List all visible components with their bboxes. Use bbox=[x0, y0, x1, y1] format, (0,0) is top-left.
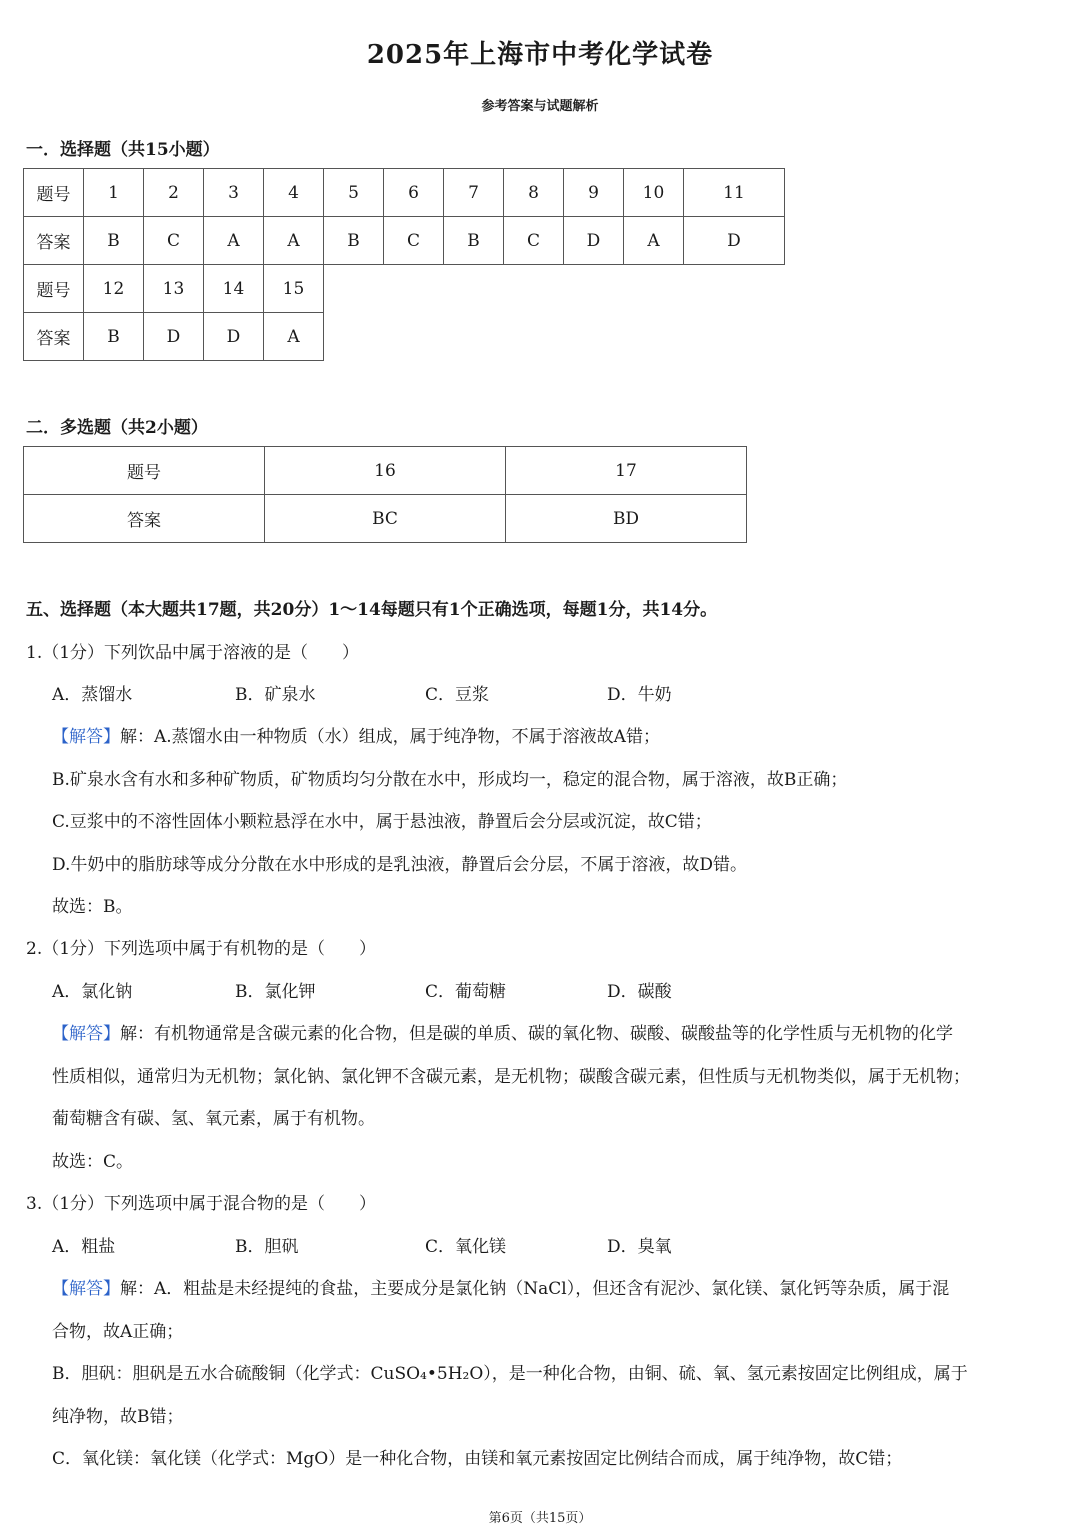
question-number: 3 bbox=[204, 169, 264, 217]
row-label: 答案 bbox=[24, 313, 84, 361]
answer-table-1 bbox=[23, 168, 785, 361]
option-b: B．矿泉水 bbox=[235, 685, 316, 705]
answer-cell: B bbox=[84, 313, 144, 361]
question-2-stem: 2.（1分）下列选项中属于有机物的是（ ） bbox=[26, 939, 377, 959]
table-row bbox=[24, 217, 785, 265]
option-c: C．豆浆 bbox=[425, 685, 490, 705]
document-title: 2025年上海市中考化学试卷 bbox=[366, 40, 714, 70]
answer-cell: D bbox=[144, 313, 204, 361]
answer-text: 合物，故A正确； bbox=[52, 1322, 184, 1342]
question-number: 15 bbox=[264, 265, 324, 313]
answer-cell: A bbox=[624, 217, 684, 265]
answer-text: B．胆矾：胆矾是五水合硫酸铜（化学式：CuSO₄•5H₂O），是一种化合物，由铜、硫、氧、氢元素按固定比例组成，属于 bbox=[52, 1364, 968, 1384]
section1-heading: 一．选择题（共15小题） bbox=[26, 140, 220, 160]
question-number: 17 bbox=[506, 447, 747, 495]
answer-text: 纯净物，故B错； bbox=[52, 1407, 184, 1427]
table-row bbox=[24, 313, 785, 361]
option-d: D．臭氧 bbox=[607, 1237, 672, 1257]
document-subtitle: 参考答案与试题解析 bbox=[481, 99, 599, 114]
answer-text: 解：有机物通常是含碳元素的化合物，但是碳的单质、碳的氧化物、碳酸、碳酸盐等的化学性质与无机物的化学 bbox=[120, 1024, 953, 1044]
answer-text: 解：A.蒸馏水由一种物质（水）组成，属于纯净物，不属于溶液故A错； bbox=[120, 727, 660, 747]
answer-tag: 【解答】 bbox=[52, 1024, 120, 1044]
question-number: 2 bbox=[144, 169, 204, 217]
question-1-stem: 1.（1分）下列饮品中属于溶液的是（ ） bbox=[26, 643, 360, 663]
question-number: 9 bbox=[564, 169, 624, 217]
answer-text: C．氧化镁：氧化镁（化学式：MgO）是一种化合物，由镁和氧元素按固定比例结合而成，属于纯净物，故C错； bbox=[52, 1449, 903, 1469]
section2-heading: 二．多选题（共2小题） bbox=[26, 418, 208, 438]
option-b: B．氯化钾 bbox=[235, 982, 316, 1002]
answer-tag: 【解答】 bbox=[52, 1279, 120, 1299]
answer-line bbox=[52, 1019, 953, 1044]
option-d: D．碳酸 bbox=[607, 982, 672, 1002]
option-a: A．蒸馏水 bbox=[52, 685, 133, 705]
question-number: 16 bbox=[265, 447, 506, 495]
answer-cell: C bbox=[504, 217, 564, 265]
answer-cell: B bbox=[444, 217, 504, 265]
answer-cell: A bbox=[264, 313, 324, 361]
answer-text: 解：A．粗盐是未经提纯的食盐，主要成分是氯化钠（NaCl），但还含有泥沙、氯化镁、氯化钙等杂质，属于混 bbox=[120, 1279, 950, 1299]
answer-text: B.矿泉水含有水和多种矿物质，矿物质均匀分散在水中，形成均一，稳定的混合物，属于溶液，故B正确； bbox=[52, 770, 848, 790]
row-label: 答案 bbox=[24, 217, 84, 265]
table-row bbox=[24, 495, 747, 543]
answer-cell: A bbox=[264, 217, 324, 265]
option-c: C．葡萄糖 bbox=[425, 982, 507, 1002]
row-label: 题号 bbox=[24, 447, 265, 495]
answer-cell: D bbox=[564, 217, 624, 265]
answer-cell: C bbox=[384, 217, 444, 265]
row-label: 答案 bbox=[24, 495, 265, 543]
table-row bbox=[24, 265, 785, 313]
page-footer: 第6页（共15页） bbox=[488, 1511, 592, 1526]
answer-line bbox=[52, 1274, 949, 1299]
answer-line bbox=[52, 722, 660, 747]
section5-heading: 五、选择题（本大题共17题，共20分）1～14每题只有1个正确选项，每题1分，共14分。 bbox=[26, 600, 718, 620]
question-number: 4 bbox=[264, 169, 324, 217]
option-c: C．氧化镁 bbox=[425, 1237, 507, 1257]
option-b: B．胆矾 bbox=[235, 1237, 299, 1257]
question-number: 10 bbox=[624, 169, 684, 217]
table-row bbox=[24, 447, 747, 495]
question-3-stem: 3.（1分）下列选项中属于混合物的是（ ） bbox=[26, 1194, 377, 1214]
answer-cell: D bbox=[684, 217, 785, 265]
answer-cell: B bbox=[324, 217, 384, 265]
answer-tag: 【解答】 bbox=[52, 727, 120, 747]
answer-choice: 故选：C。 bbox=[52, 1152, 134, 1172]
question-number: 7 bbox=[444, 169, 504, 217]
question-number: 6 bbox=[384, 169, 444, 217]
answer-text: 葡萄糖含有碳、氢、氧元素，属于有机物。 bbox=[52, 1109, 375, 1129]
option-a: A．粗盐 bbox=[52, 1237, 116, 1257]
answer-choice: 故选：B。 bbox=[52, 897, 133, 917]
question-number: 11 bbox=[684, 169, 785, 217]
answer-text: C.豆浆中的不溶性固体小颗粒悬浮在水中，属于悬浊液，静置后会分层或沉淀，故C错； bbox=[52, 812, 712, 832]
answer-cell: C bbox=[144, 217, 204, 265]
option-d: D．牛奶 bbox=[607, 685, 672, 705]
row-label: 题号 bbox=[24, 169, 84, 217]
answer-cell: D bbox=[204, 313, 264, 361]
answer-text: D.牛奶中的脂肪球等成分分散在水中形成的是乳浊液，静置后会分层，不属于溶液，故D错。 bbox=[52, 855, 748, 875]
answer-cell: BC bbox=[265, 495, 506, 543]
question-number: 1 bbox=[84, 169, 144, 217]
question-number: 14 bbox=[204, 265, 264, 313]
question-number: 8 bbox=[504, 169, 564, 217]
answer-cell: B bbox=[84, 217, 144, 265]
question-number: 12 bbox=[84, 265, 144, 313]
table-row bbox=[24, 169, 785, 217]
question-number: 13 bbox=[144, 265, 204, 313]
answer-text: 性质相似，通常归为无机物；氯化钠、氯化钾不含碳元素，是无机物；碳酸含碳元素，但性质与无机物类似，属于无机物； bbox=[52, 1067, 970, 1087]
answer-cell: A bbox=[204, 217, 264, 265]
answer-table-2 bbox=[23, 446, 747, 543]
option-a: A．氯化钠 bbox=[52, 982, 133, 1002]
answer-cell: BD bbox=[506, 495, 747, 543]
question-number: 5 bbox=[324, 169, 384, 217]
row-label: 题号 bbox=[24, 265, 84, 313]
